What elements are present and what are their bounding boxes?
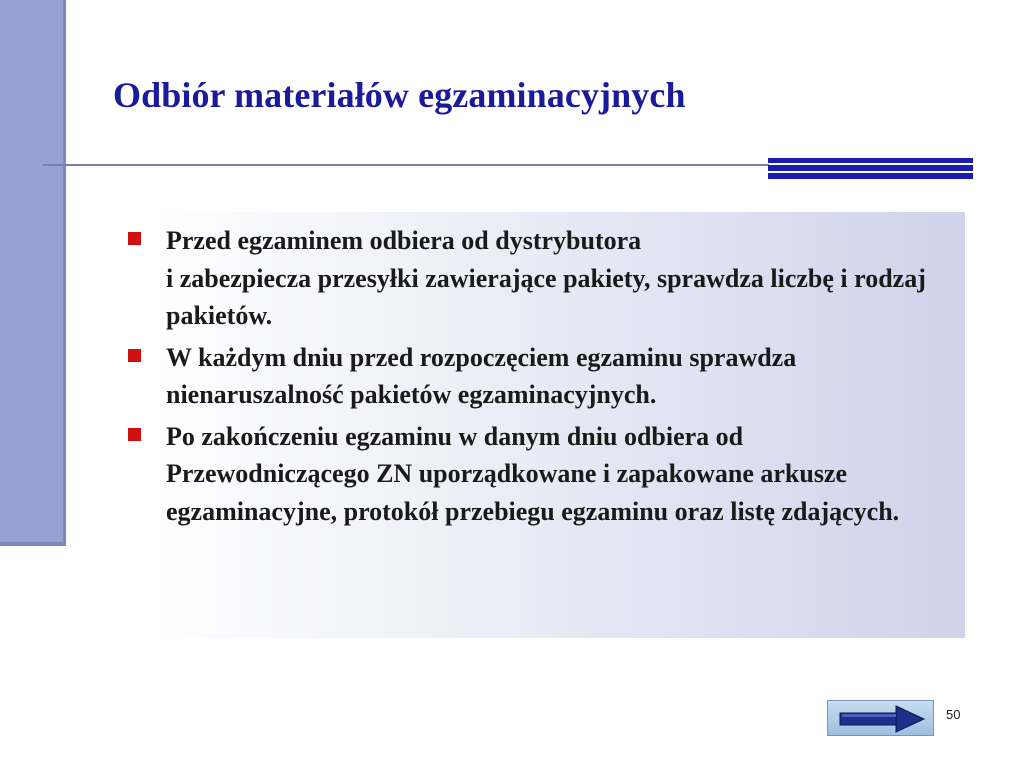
bullet-text: Przed egzaminem odbiera od dystrybutora i zabezpiecza przesyłki zawierające pakiety, sprawdza liczbę i rodzaj pakietów. xyxy=(166,226,926,330)
bullet-item xyxy=(128,418,928,531)
bullet-list xyxy=(128,222,928,534)
accent-stripe xyxy=(768,165,973,171)
slide-title: Odbiór materiałów egzaminacyjnych xyxy=(113,75,686,115)
title-underline xyxy=(43,164,769,166)
bullet-item xyxy=(128,339,928,414)
page-number: 50 xyxy=(946,707,961,722)
accent-stripe xyxy=(768,173,973,179)
next-slide-button[interactable] xyxy=(827,700,934,736)
accent-stripe xyxy=(768,158,973,163)
bullet-item xyxy=(128,222,928,335)
square-bullet-icon xyxy=(128,349,141,362)
square-bullet-icon xyxy=(128,232,141,245)
right-arrow-icon xyxy=(834,704,928,734)
left-decorative-bar xyxy=(0,0,66,546)
title-accent-stripes xyxy=(768,158,973,180)
bullet-text: Po zakończeniu egzaminu w danym dniu odbiera od Przewodniczącego ZN uporządkowane i zapakowane arkusze egzaminacyjne, protokół przebiegu egzaminu oraz listę zdających. xyxy=(166,421,900,526)
bullet-text: W każdym dniu przed rozpoczęciem egzaminu sprawdza nienaruszalność pakietów egzaminacyjnych. xyxy=(166,342,797,409)
square-bullet-icon xyxy=(128,428,141,441)
